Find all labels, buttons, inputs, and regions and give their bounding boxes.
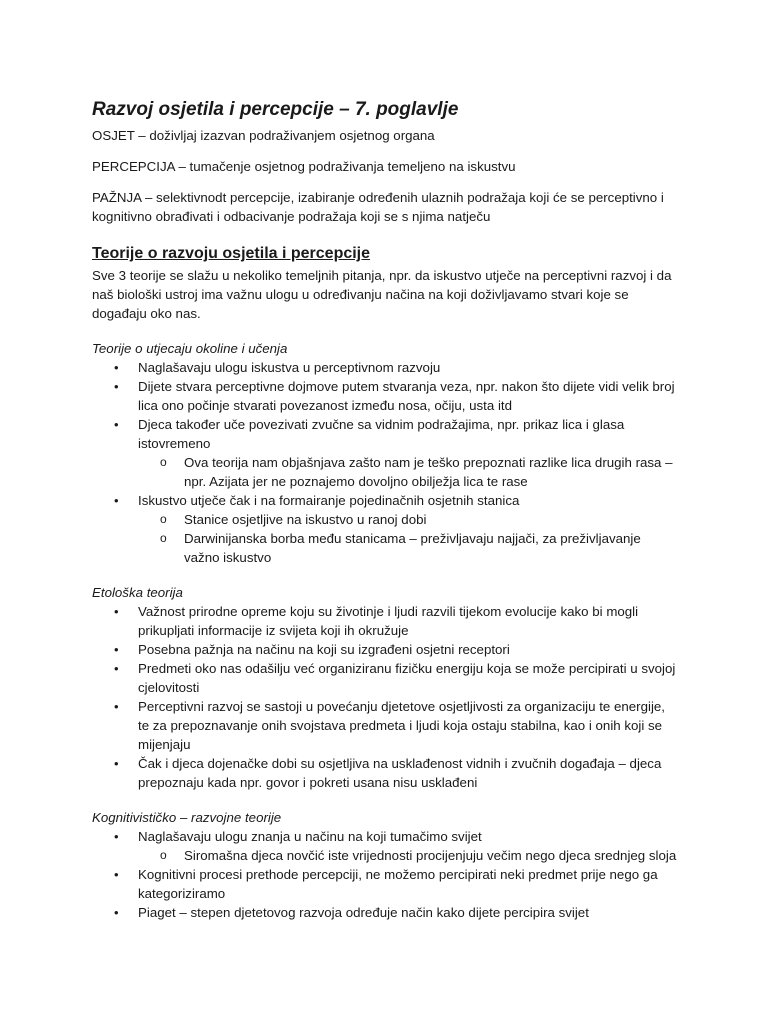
list-item-text: Djeca također uče povezivati zvučne sa vidnim podražajima, npr. prikaz lica i glasa istovremeno: [138, 417, 625, 451]
sub-bullet-list: [138, 846, 678, 865]
list-item: [92, 865, 678, 903]
sub-list-item: [138, 510, 678, 529]
bullet-icon: •: [114, 661, 119, 676]
list-item: [92, 754, 678, 792]
list-item-text: Perceptivni razvoj se sastoji u povećanju djetetove osjetljivosti za organizaciju te energije, te za prepoznavanje onih svojstava predmeta i ljudi koja ostaju stabilna, kao i onih koji se mijenjaju: [138, 699, 665, 752]
bullet-icon: •: [114, 360, 119, 375]
list-item-text: Piaget – stepen djetetovog razvoja određuje način kako dijete percipira svijet: [138, 905, 589, 920]
list-item-text: Važnost prirodne opreme koju su životinje i ljudi razvili tijekom evolucije kako bi mogli prikupljati informacije iz svijeta koji ih okružuje: [138, 604, 639, 638]
sub-list-item: [138, 846, 678, 865]
theory-bullet-list: [92, 602, 678, 792]
bullet-icon: •: [114, 867, 119, 882]
list-item: [92, 602, 678, 640]
sub-list-wrapper: [92, 510, 678, 567]
sub-list-wrapper: [92, 453, 678, 491]
sub-list-item-text: Stanice osjetljive na iskustvo u ranoj dobi: [184, 512, 427, 527]
circle-bullet-icon: o: [160, 848, 167, 862]
list-item-text: Kognitivni procesi prethode percepciji, ne možemo percipirati neki predmet prije nego ga kategoriziramo: [138, 867, 658, 901]
theory-heading: Teorije o utjecaju okoline i učenja: [92, 341, 288, 356]
definition-percepcija: PERCEPCIJA – tumačenje osjetnog podraživanja temeljeno na iskustvu: [92, 159, 516, 174]
sub-bullet-list: [138, 510, 678, 567]
section-intro: Sve 3 teorije se slažu u nekoliko temeljnih pitanja, npr. da iskustvo utječe na perceptivni razvoj i da naš biološki ustroj ima važnu ulogu u određivanju načina na koji doživljavamo stvari koje se događaju oko nas.: [92, 268, 672, 321]
circle-bullet-icon: o: [160, 455, 167, 469]
list-item: [92, 827, 678, 846]
document-page: [92, 98, 678, 922]
bullet-icon: •: [114, 493, 119, 508]
bullet-icon: •: [114, 642, 119, 657]
theory-bullet-list: [92, 358, 678, 567]
definition-paznja: PAŽNJA – selektivnodt percepcije, izabiranje određenih ulaznih podražaja koji će se perceptivno i kognitivno obrađivati i odbacivanje podražaja koji se s njima natječu: [92, 190, 664, 224]
list-item: [92, 659, 678, 697]
sub-list-wrapper: [92, 846, 678, 865]
sub-list-item: [138, 453, 678, 491]
section-heading: Teorije o razvoju osjetila i percepcije: [92, 245, 371, 262]
bullet-icon: •: [114, 604, 119, 619]
list-item-text: Posebna pažnja na načinu na koji su izgrađeni osjetni receptori: [138, 642, 510, 657]
list-item-text: Naglašavaju ulogu znanja u načinu na koji tumačimo svijet: [138, 829, 482, 844]
list-item: [92, 697, 678, 754]
list-item: [92, 903, 678, 922]
list-item-text: Iskustvo utječe čak i na formairanje pojedinačnih osjetnih stanica: [138, 493, 520, 508]
document-title: Razvoj osjetila i percepcije – 7. poglavlje: [92, 99, 459, 120]
list-item: [92, 358, 678, 377]
circle-bullet-icon: o: [160, 531, 167, 545]
bullet-icon: •: [114, 829, 119, 844]
theory-bullet-list: [92, 827, 678, 922]
list-item: [92, 377, 678, 415]
list-item: [92, 491, 678, 510]
theory-heading: Kognitivističko – razvojne teorije: [92, 810, 282, 825]
list-item-text: Predmeti oko nas odašilju već organiziranu fizičku energiju koja se može percipirati u svojoj cjelovitosti: [138, 661, 676, 695]
list-item-text: Čak i djeca dojenačke dobi su osjetljiva na usklađenost vidnih i zvučnih događaja – djeca prepoznaju kada npr. govor i pokreti usana nisu usklađeni: [138, 756, 662, 790]
sub-list-item-text: Siromašna djeca novčić iste vrijednosti procijenjuju večim nego djeca srednjeg sloja: [184, 848, 677, 863]
theory-heading: Etološka teorija: [92, 585, 183, 600]
bullet-icon: •: [114, 417, 119, 432]
list-item-text: Naglašavaju ulogu iskustva u perceptivnom razvoju: [138, 360, 441, 375]
bullet-icon: •: [114, 905, 119, 920]
sub-list-item-text: Ova teorija nam objašnjava zašto nam je teško prepoznati razlike lica drugih rasa – npr. Azijata jer ne poznajemo dovoljno obilježja lica te rase: [184, 455, 673, 489]
bullet-icon: •: [114, 379, 119, 394]
sub-list-item: [138, 529, 678, 567]
theories-container: [92, 339, 678, 922]
bullet-icon: •: [114, 699, 119, 714]
list-item-text: Dijete stvara perceptivne dojmove putem stvaranja veza, npr. nakon što dijete vidi velik broj lica ono počinje stvarati povezanost između nosa, očiju, usta itd: [138, 379, 675, 413]
sub-bullet-list: [138, 453, 678, 491]
bullet-icon: •: [114, 756, 119, 771]
sub-list-item-text: Darwinijanska borba među stanicama – preživljavaju najjači, za preživljavanje važno iskustvo: [184, 531, 641, 565]
list-item: [92, 415, 678, 453]
circle-bullet-icon: o: [160, 512, 167, 526]
list-item: [92, 640, 678, 659]
definition-osjet: OSJET – doživljaj izazvan podraživanjem osjetnog organa: [92, 128, 435, 143]
